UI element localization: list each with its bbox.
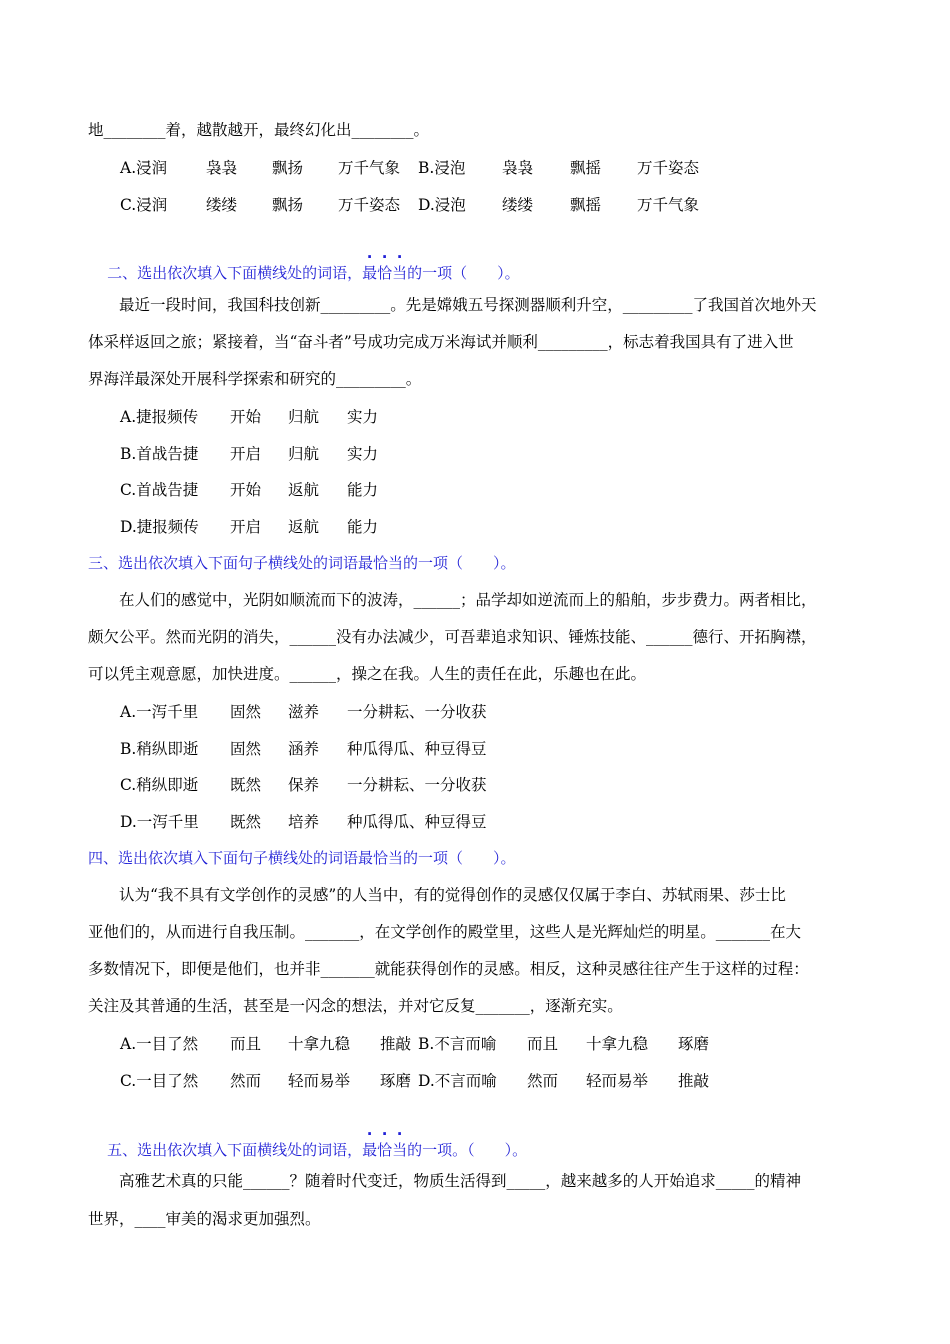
option-cell: 万千气象	[637, 196, 700, 214]
question-title-text: 的一项（ ）。	[407, 264, 520, 282]
options-block	[120, 157, 717, 214]
option-row[interactable]	[120, 406, 407, 426]
option-cell: 飘扬	[272, 196, 304, 214]
emphasized-char: 最	[362, 264, 378, 282]
passage-line: 地________着，越散越开，最终幻化出________。	[88, 121, 430, 139]
passage-line: 认为“我不具有文学创作的灵感”的人当中，有的觉得创作的灵感仅仅属于李白、苏轼雨果、莎士比	[88, 886, 786, 904]
passage-line: 在人们的感觉中，光阴如顺流而下的波涛，______；品学却如逆流而上的船舶，步步费力。两者相比，	[88, 591, 817, 609]
emphasized-char: 当	[392, 1141, 408, 1159]
option-cell[interactable]: D.不言而喻	[418, 1072, 497, 1090]
options-block	[120, 1033, 718, 1090]
option-cell[interactable]: C.浸润	[120, 196, 168, 214]
option-cell: 飘扬	[272, 159, 304, 177]
option-row[interactable]	[120, 738, 507, 758]
option-cell: 既然	[230, 776, 262, 794]
option-cell: B.首战告捷	[120, 444, 199, 463]
emphasized-char: 恰	[377, 264, 393, 282]
passage-line: 多数情况下，即便是他们，也并非_______就能获得创作的灵感。相反，这种灵感往往产生于这样的过程：	[88, 960, 809, 978]
option-cell: 实力	[347, 444, 379, 463]
question-title-text: 的一项。（ ）。	[407, 1141, 528, 1159]
option-cell: 涵养	[288, 739, 320, 758]
option-cell: A.一泻千里	[120, 703, 199, 721]
option-cell: 十拿九稳	[586, 1035, 649, 1053]
emphasized-char: 恰	[377, 1141, 393, 1159]
option-cell[interactable]: D.浸泡	[418, 196, 466, 214]
option-row[interactable]	[120, 443, 407, 463]
option-cell[interactable]: B.浸泡	[418, 159, 466, 177]
option-cell: 万千姿态	[637, 159, 700, 177]
passage-line: 关注及其普通的生活，甚至是一闪念的想法，并对它反复_______，逐渐充实。	[88, 997, 623, 1015]
option-cell: 然而	[230, 1072, 262, 1090]
option-cell: 实力	[347, 408, 379, 426]
option-cell: 开启	[230, 444, 262, 463]
option-cell: 滋养	[288, 703, 320, 721]
option-cell: 种瓜得瓜、种豆得豆	[347, 739, 487, 758]
option-cell: C.稍纵即逝	[120, 776, 199, 794]
option-cell: 培养	[288, 812, 320, 831]
option-cell: 飘摇	[570, 159, 602, 177]
option-cell: D.一泻千里	[120, 812, 199, 831]
option-cell: 而且	[527, 1035, 559, 1053]
emphasized-char: 最	[362, 1141, 378, 1159]
option-cell: 开始	[230, 408, 262, 426]
option-cell: 轻而易举	[288, 1072, 351, 1090]
option-row[interactable]	[120, 701, 507, 721]
option-cell: 飘摇	[570, 196, 602, 214]
option-cell: 而且	[230, 1035, 262, 1053]
option-cell: 缕缕	[502, 196, 534, 214]
question-title-text: 二、选出依次填入下面横线处的词语，	[107, 264, 363, 282]
option-cell: 固然	[230, 703, 262, 721]
option-row[interactable]	[120, 516, 407, 536]
option-cell: 万千气象	[338, 159, 401, 177]
option-cell: 固然	[230, 739, 262, 758]
option-cell: 返航	[288, 481, 320, 499]
option-cell: 轻而易举	[586, 1072, 649, 1090]
option-cell: 十拿九稳	[288, 1035, 351, 1053]
option-row	[120, 1033, 718, 1053]
option-row	[120, 157, 717, 177]
option-cell[interactable]: C.一目了然	[120, 1072, 199, 1090]
passage-line: 高雅艺术真的只能______？随着时代变迁，物质生活得到_____，越来越多的人开始追求_____的精神	[88, 1172, 802, 1190]
option-cell: B.稍纵即逝	[120, 739, 199, 758]
passage-line: 颇欠公平。然而光阴的消失，______没有办法减少，可吾辈追求知识、锤炼技能、______德行、开拓胸襟，	[88, 628, 817, 646]
passage-line: 亚他们的，从而进行自我压制。_______，在文学创作的殿堂里，这些人是光辉灿烂的明星。_______在大	[88, 923, 802, 941]
question-3-title: 三、选出依次填入下面句子横线处的词语最恰当的一项（ ）。	[88, 554, 516, 572]
option-cell: A.捷报频传	[120, 408, 199, 426]
question-2-title	[88, 243, 520, 303]
option-cell: 能力	[347, 481, 379, 499]
option-row[interactable]	[120, 479, 407, 499]
option-cell: 开始	[230, 481, 262, 499]
option-cell: 能力	[347, 517, 379, 536]
option-row[interactable]	[120, 774, 507, 794]
option-cell: 归航	[288, 444, 320, 463]
options-block	[120, 701, 507, 831]
option-cell[interactable]: A.一目了然	[120, 1035, 199, 1053]
passage-line: 界海洋最深处开展科学探索和研究的_________。	[88, 370, 422, 388]
option-cell: 推敲	[380, 1035, 412, 1053]
option-cell: 返航	[288, 517, 320, 536]
passage-line: 体采样返回之旅；紧接着，当“奋斗者”号成功完成万米海试并顺利_________，标志着我国具有了进入世	[88, 333, 794, 351]
option-cell: D.捷报频传	[120, 517, 199, 536]
option-cell: 万千姿态	[338, 196, 401, 214]
option-cell: 保养	[288, 776, 320, 794]
option-cell: 推敲	[678, 1072, 710, 1090]
option-cell: 种瓜得瓜、种豆得豆	[347, 812, 487, 831]
option-row	[120, 194, 717, 214]
option-cell: 缕缕	[206, 196, 238, 214]
option-row	[120, 1070, 718, 1090]
option-cell: 琢磨	[380, 1072, 412, 1090]
passage-line: 世界，____审美的渴求更加强烈。	[88, 1210, 321, 1228]
option-cell: 开启	[230, 517, 262, 536]
passage-line: 可以凭主观意愿，加快进度。______，操之在我。人生的责任在此，乐趣也在此。	[88, 665, 647, 683]
option-cell: C.首战告捷	[120, 481, 199, 499]
passage-line: 最近一段时间，我国科技创新_________。先是嫦娥五号探测器顺利升空，_________了我国首次地外天	[88, 296, 817, 314]
option-cell: 琢磨	[678, 1035, 710, 1053]
option-row[interactable]	[120, 811, 507, 831]
option-cell[interactable]: B.不言而喻	[418, 1035, 497, 1053]
option-cell: 一分耕耘、一分收获	[347, 703, 487, 721]
option-cell: 袅袅	[502, 159, 534, 177]
emphasized-char: 当	[392, 264, 408, 282]
option-cell: 然而	[527, 1072, 559, 1090]
option-cell: 既然	[230, 812, 262, 831]
options-block	[120, 406, 407, 536]
option-cell: 归航	[288, 408, 320, 426]
option-cell: 一分耕耘、一分收获	[347, 776, 487, 794]
option-cell[interactable]: A.浸润	[120, 159, 168, 177]
question-title-text: 五、选出依次填入下面横线处的词语，	[107, 1141, 363, 1159]
option-cell: 袅袅	[206, 159, 238, 177]
question-4-title: 四、选出依次填入下面句子横线处的词语最恰当的一项（ ）。	[88, 849, 516, 867]
